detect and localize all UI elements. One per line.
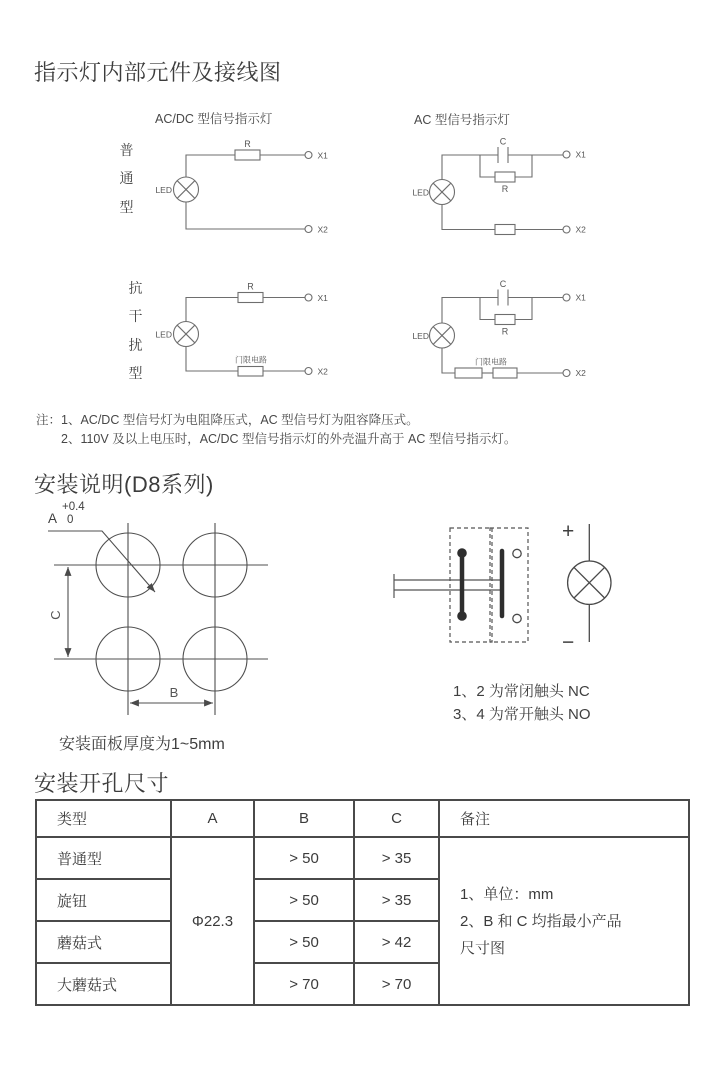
cell-type: 蘑菇式 — [36, 921, 171, 963]
circuit-acdc-ordinary — [140, 138, 340, 243]
x1-label: X1 — [575, 292, 586, 303]
resistor-label: R — [501, 326, 509, 337]
threshold-circuit-label: 门限电路 — [475, 357, 507, 367]
cell-b: > 50 — [254, 921, 354, 963]
contact-block-drawing — [385, 520, 665, 655]
terminal-x2 — [563, 370, 570, 377]
dim-a-label: A — [48, 511, 58, 526]
cell-b: > 70 — [254, 963, 354, 1005]
terminal-x2 — [305, 226, 312, 233]
resistor-symbol — [495, 172, 515, 182]
table-row-ordinary — [36, 837, 689, 879]
cell-b: > 50 — [254, 879, 354, 921]
led-label: LED — [412, 187, 429, 198]
hole-dimensions-table — [35, 799, 690, 1006]
col-header-a: A — [171, 800, 254, 837]
capacitor-label: C — [499, 138, 507, 147]
cell-c: > 35 — [354, 879, 439, 921]
acdc-column-header: AC/DC 型信号指示灯 — [155, 112, 273, 126]
resistor-symbol — [495, 225, 515, 235]
wiring-note-2: 2、110V 及以上电压时，AC/DC 型信号指示灯的外壳温升高于 AC 型信号指示灯。 — [61, 432, 517, 446]
hole-pattern-drawing — [40, 503, 290, 728]
minus-sign: − — [562, 631, 575, 654]
holes-section-title: 安装开孔尺寸 — [34, 771, 170, 796]
contact-note-no: 3、4 为常开触头 NO — [453, 706, 591, 723]
led-label: LED — [155, 329, 172, 340]
cell-b: > 50 — [254, 837, 354, 879]
terminal-x1 — [563, 151, 570, 158]
circuit-acdc-anti-interference — [140, 280, 340, 385]
circuit-ac-anti-interference — [395, 280, 605, 388]
contact-note-nc: 1、2 为常闭触头 NC — [453, 683, 590, 700]
cell-type: 普通型 — [36, 837, 171, 879]
circuit-ac-ordinary — [395, 138, 605, 245]
dim-b-label: B — [169, 685, 179, 700]
terminal-x1 — [305, 152, 312, 159]
col-header-c: C — [354, 800, 439, 837]
plus-sign: + — [562, 520, 575, 543]
terminal-x2 — [563, 226, 570, 233]
row-label-anti-interference: 抗干扰型 — [128, 280, 143, 382]
x1-label: X1 — [575, 149, 586, 160]
terminal-x1 — [563, 294, 570, 301]
contact-block-outline — [450, 528, 492, 642]
resistor-label: R — [501, 184, 509, 194]
no-terminal — [513, 614, 521, 622]
resistor-symbol — [235, 150, 260, 160]
install-section-title: 安装说明(D8系列) — [34, 472, 214, 497]
panel-thickness-note: 安装面板厚度为1~5mm — [59, 736, 225, 753]
led-label: LED — [155, 185, 172, 195]
terminal-x2 — [305, 368, 312, 375]
contact-block-outline — [490, 528, 528, 642]
threshold-circuit-box — [455, 368, 482, 378]
cell-remark-merged — [439, 837, 689, 1005]
x1-label: X1 — [317, 293, 328, 303]
ac-column-header: AC 型信号指示灯 — [414, 113, 510, 127]
led-label: LED — [412, 331, 429, 341]
table-header-row — [36, 800, 689, 837]
resistor-label: R — [247, 281, 254, 292]
dim-a-tolerance-lower: 0 — [67, 514, 74, 526]
resistor-label: R — [244, 139, 251, 149]
remark-line-1: 1、单位：mm — [460, 885, 554, 903]
wiring-note-1: 注：1、AC/DC 型信号灯为电阻降压式，AC 型信号灯为阻容降压式。 — [36, 413, 419, 427]
threshold-circuit-box — [238, 367, 263, 377]
remark-line-2: 2、B 和 C 均指最小产品尺寸图 — [460, 912, 622, 957]
col-header-remark: 备注 — [439, 800, 689, 837]
row-label-ordinary: 普通型 — [119, 142, 134, 215]
x2-label: X2 — [575, 224, 586, 235]
cell-c: > 70 — [354, 963, 439, 1005]
resistor-symbol — [495, 315, 515, 325]
cell-type: 旋钮 — [36, 879, 171, 921]
col-header-type: 类型 — [36, 800, 171, 837]
resistor-symbol — [238, 293, 263, 303]
dim-a-tolerance-upper: +0.4 — [62, 501, 85, 513]
dim-c-label: C — [48, 610, 63, 620]
no-terminal — [513, 549, 521, 557]
x2-label: X2 — [317, 366, 328, 377]
capacitor-label: C — [499, 280, 507, 289]
terminal-x1 — [305, 294, 312, 301]
x1-label: X1 — [317, 150, 328, 161]
x2-label: X2 — [317, 224, 328, 235]
threshold-circuit-box — [493, 368, 517, 378]
cell-c: > 35 — [354, 837, 439, 879]
x2-label: X2 — [575, 368, 586, 378]
threshold-circuit-label: 门限电路 — [235, 355, 267, 365]
wiring-section-title: 指示灯内部元件及接线图 — [34, 60, 282, 85]
cell-c: > 42 — [354, 921, 439, 963]
cell-a-merged: Φ22.3 — [171, 837, 254, 1005]
cell-type: 大蘑菇式 — [36, 963, 171, 1005]
col-header-b: B — [254, 800, 354, 837]
